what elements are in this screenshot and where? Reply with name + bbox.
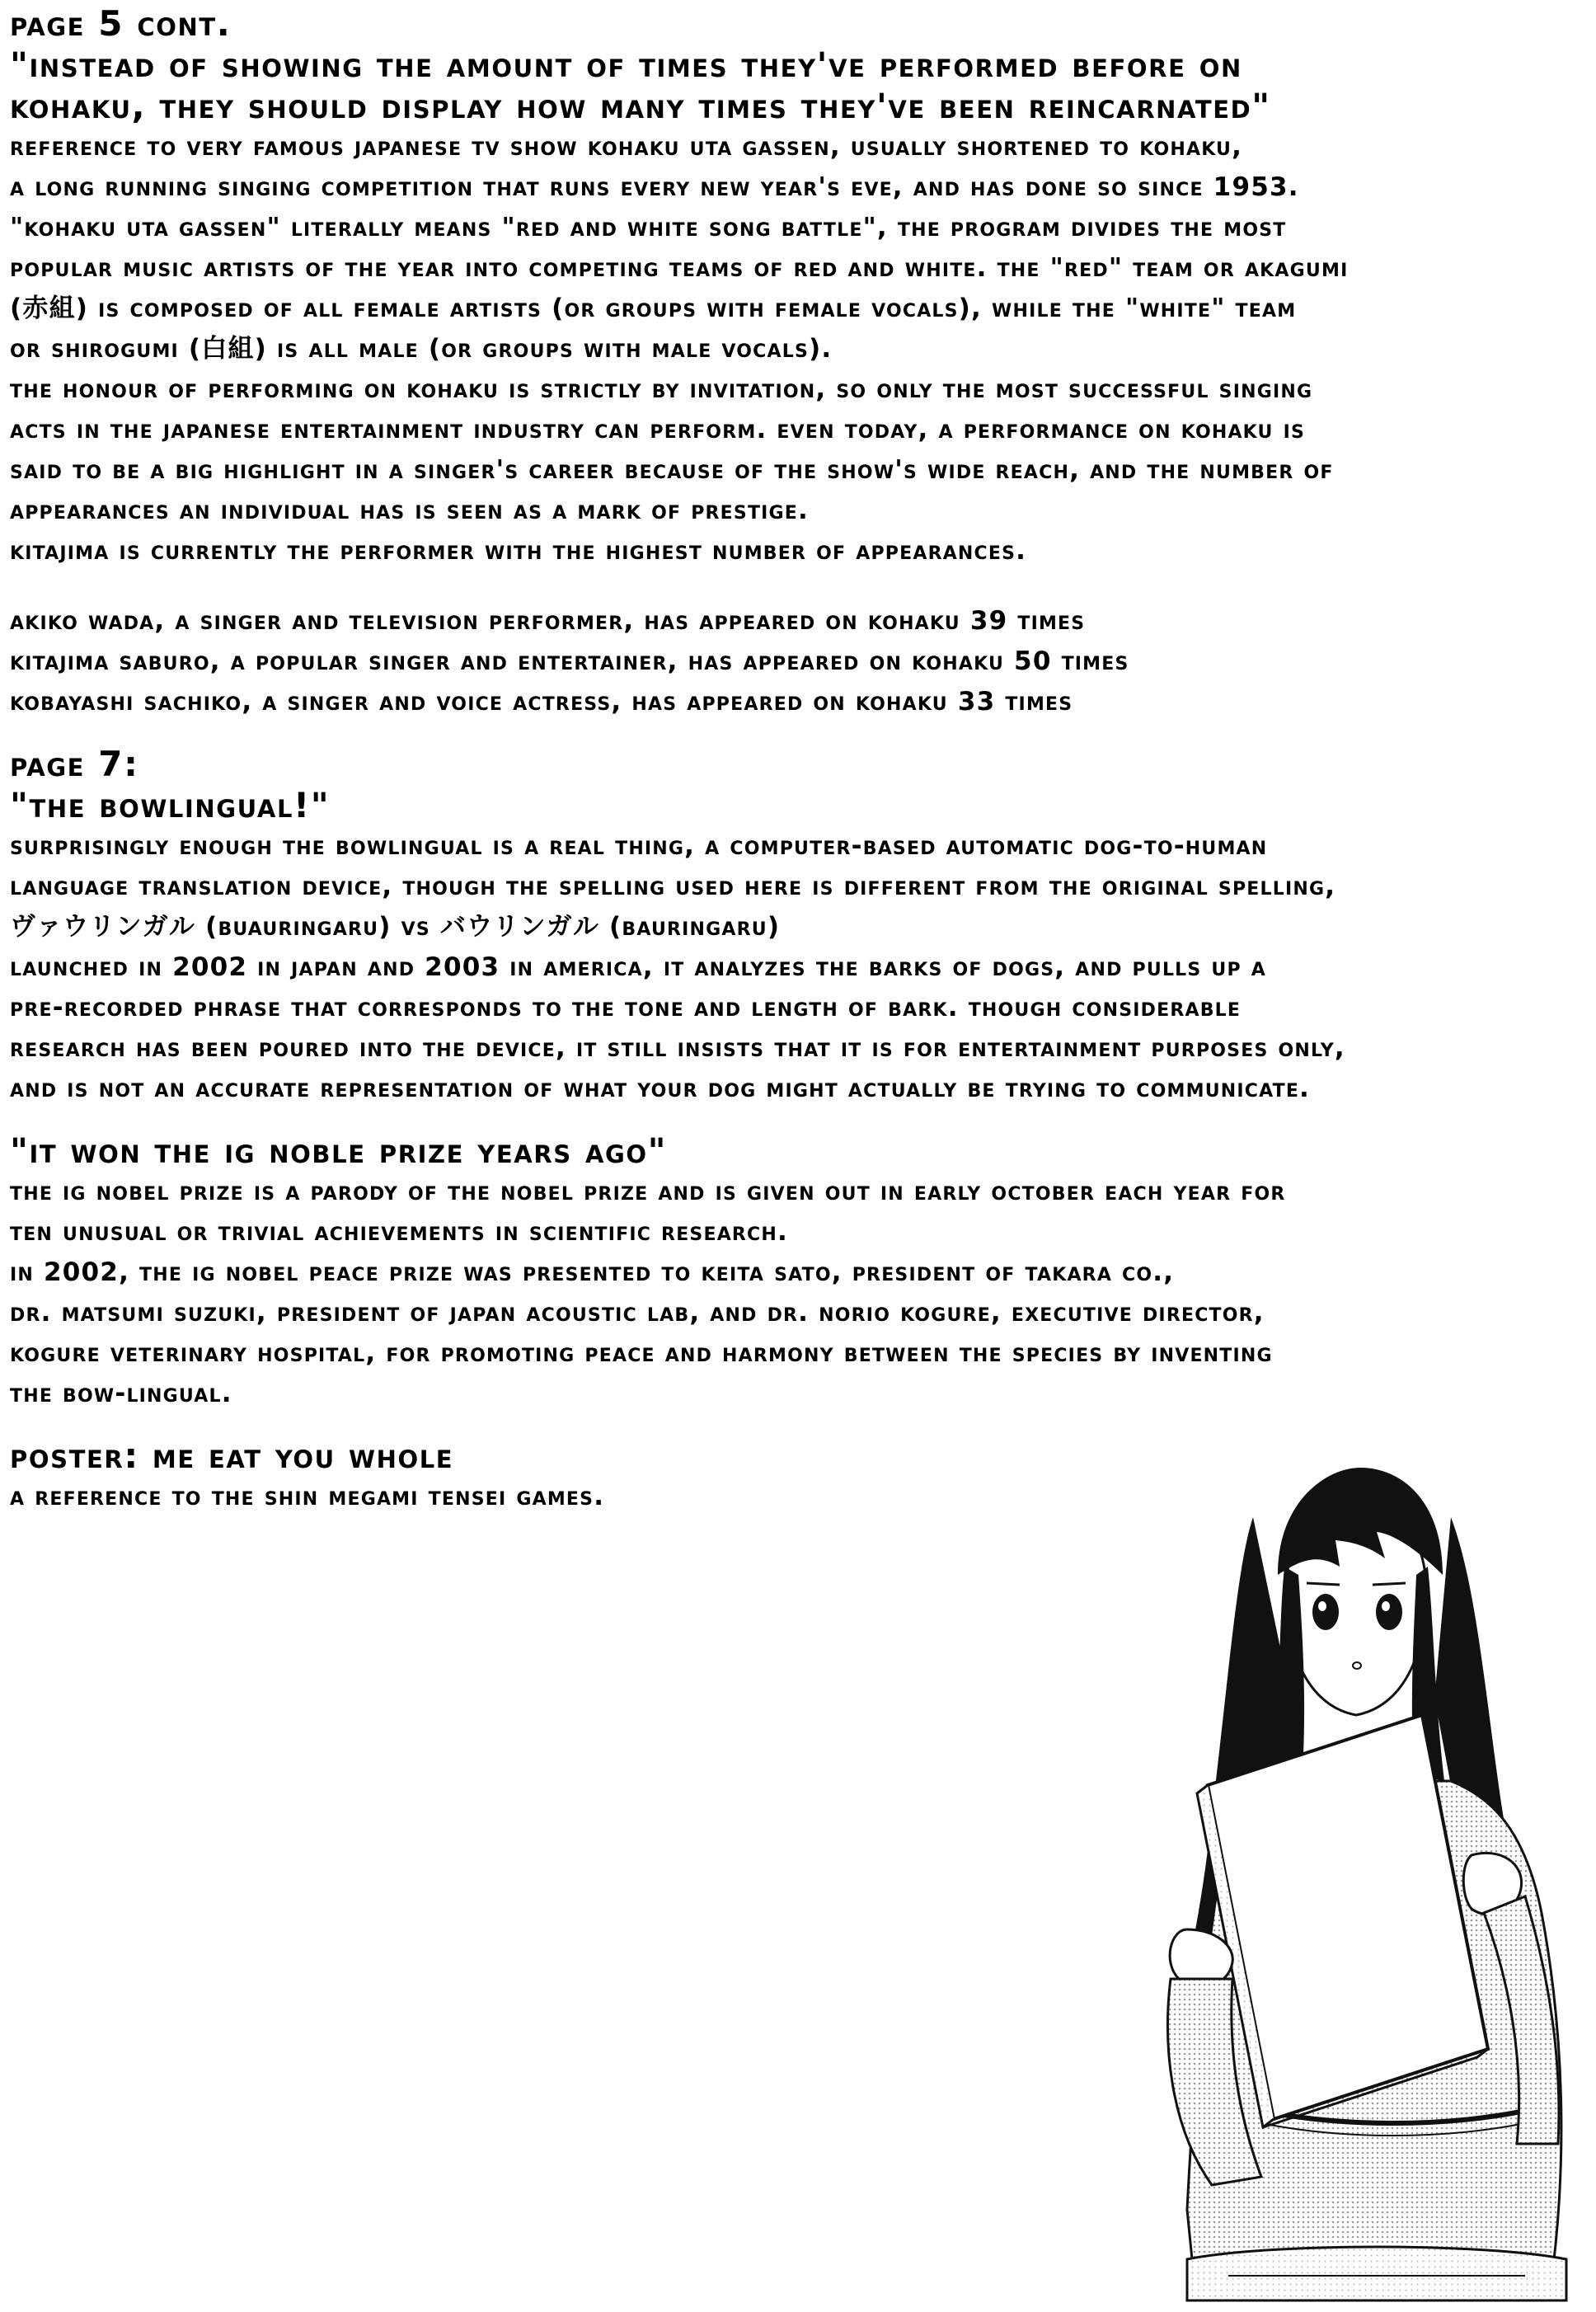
page7-header: page 7: <box>10 744 139 784</box>
page5-body-line: "kohaku uta gassen" literally means "red and white song battle", the program divides the most <box>10 213 1287 242</box>
page5-body-line: (赤組) is composed of all female artists (or groups with female vocals), while the "white" team <box>10 294 1297 323</box>
poster-body-line: a reference to the shin megami tensei games. <box>10 1482 605 1511</box>
page5-body-line: acts in the japanese entertainment industry can perform. even today, a performance on kohaku is <box>10 415 1306 444</box>
page7-body-line: launched in 2002 in japan and 2003 in america, it analyzes the barks of dogs, and pulls up a <box>10 952 1267 982</box>
page5-body <box>10 127 1586 571</box>
page5-body-line: appearances an individual has is seen as a mark of prestige. <box>10 496 809 525</box>
page5-body-line: popular music artists of the year into competing teams of red and white. the "red" team or akagumi <box>10 253 1349 283</box>
performer-line: kitajima saburo, a popular singer and entertainer, has appeared on kohaku 50 times <box>10 646 1129 676</box>
girl-holding-blank-sign-illustration <box>1138 1468 1596 2309</box>
page7-body-line: surprisingly enough the bowlingual is a real thing, a computer-based automatic dog-to-human <box>10 831 1268 861</box>
page7-body-line: and is not an accurate representation of what your dog might actually be trying to communicate. <box>10 1074 1311 1103</box>
ig-nobel-quote: "it won the ig noble prize years ago" <box>10 1130 668 1171</box>
page7-body <box>10 826 1586 1109</box>
notes-column <box>10 3 1586 1517</box>
page5-performers <box>10 601 1586 722</box>
page5-body-line: a long running singing competition that runs every new year's eve, and has done so since 1953. <box>10 172 1299 202</box>
page5-body-line: or shirogumi (白組) is all male (or groups with male vocals). <box>10 334 833 364</box>
page5-body-line: said to be a big highlight in a singer's career because of the show's wide reach, and the number of <box>10 455 1334 485</box>
ig-nobel-body-line: ten unusual or trivial achievements in scientific research. <box>10 1217 788 1247</box>
page5-quote-line-1: "instead of showing the amount of times they've performed before on <box>10 45 1242 85</box>
page5-body-line: kitajima is currently the performer with the highest number of appearances. <box>10 536 1027 566</box>
performer-line: akiko wada, a singer and television performer, has appeared on kohaku 39 times <box>10 606 1086 636</box>
page5-quote-line-2: kohaku, they should display how many times they've been reincarnated" <box>10 86 1271 126</box>
ig-nobel-body-line: kogure veterinary hospital, for promoting peace and harmony between the species by inventing <box>10 1338 1273 1368</box>
ig-nobel-body-line: the ig nobel prize is a parody of the nobel prize and is given out in early october each year for <box>10 1177 1286 1206</box>
page5-body-line: the honour of performing on kohaku is strictly by invitation, so only the most successful singing <box>10 374 1313 404</box>
page7-body-line: research has been poured into the device, it still insists that it is for entertainment purposes only, <box>10 1033 1345 1063</box>
page5-header: page 5 cont. <box>10 3 232 44</box>
performer-line: kobayashi sachiko, a singer and voice actress, has appeared on kohaku 33 times <box>10 687 1073 717</box>
page5-body-line: reference to very famous japanese tv show kohaku uta gassen, usually shortened to kohaku, <box>10 132 1243 162</box>
page7-body-line: ヴァウリンガル (buauringaru) vs バウリンガル (bauringaru) <box>10 912 781 942</box>
poster-header: poster: me eat you whole <box>10 1436 454 1476</box>
girl-illustration-svg <box>1138 1468 1596 2309</box>
ig-nobel-body-line: the bow-lingual. <box>10 1379 232 1408</box>
page7-body-line: language translation device, though the spelling used here is different from the original spelling, <box>10 872 1336 901</box>
ig-nobel-body <box>10 1172 1586 1414</box>
page7-quote: "the bowlingual!" <box>10 785 331 825</box>
page7-body-line: pre-recorded phrase that corresponds to the tone and length of bark. though considerable <box>10 993 1242 1022</box>
ig-nobel-body-line: in 2002, the ig nobel peace prize was presented to keita sato, president of takara co., <box>10 1257 1175 1287</box>
ig-nobel-body-line: dr. matsumi suzuki, president of japan acoustic lab, and dr. norio kogure, executive director, <box>10 1298 1265 1328</box>
